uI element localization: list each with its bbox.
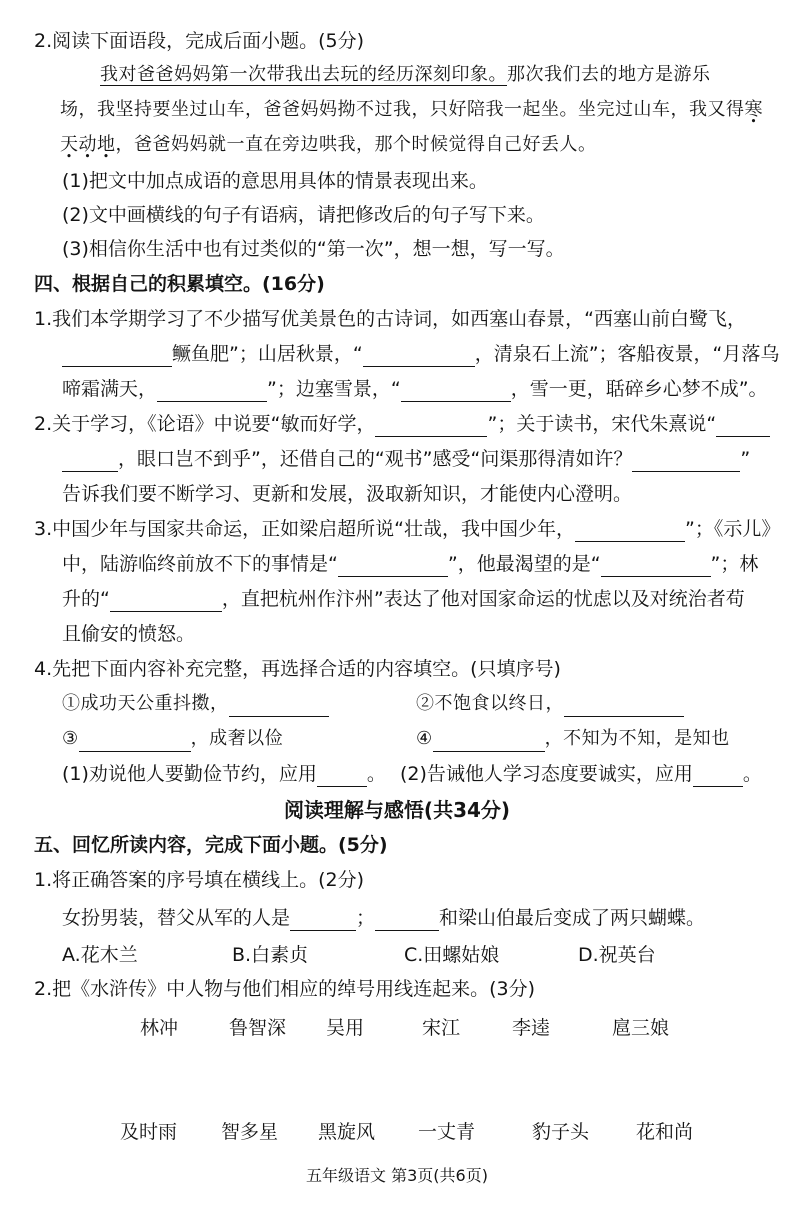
item-text: ”；《示儿》 xyxy=(684,518,781,540)
option-2 xyxy=(416,691,684,717)
item-3-line-d: 且偷安的愤怒。 xyxy=(62,623,196,645)
q2-sub3: (3)相信你生活中也有过类似的“第一次”，想一想，写一写。 xyxy=(62,238,565,260)
nickname[interactable]: 一丈青 xyxy=(418,1121,476,1143)
item-text: 中，陆游临终前放不下的事情是“ xyxy=(62,553,338,575)
answer-blank[interactable] xyxy=(338,556,448,577)
nickname[interactable]: 智多星 xyxy=(221,1121,279,1143)
answer-blank[interactable] xyxy=(401,381,511,402)
answer-blank[interactable] xyxy=(601,556,711,577)
nickname[interactable]: 花和尚 xyxy=(636,1121,694,1143)
answer-blank[interactable] xyxy=(157,381,267,402)
passage-text: 那次我们去的地方是游乐 xyxy=(507,64,711,85)
option-text: ①成功天公重抖擞， xyxy=(62,693,229,714)
item-2-line-b xyxy=(62,446,750,472)
item-1-line-a: 1.我们本学期学习了不少描写优美景色的古诗词，如西塞山春景，“西塞山前白鹭飞， xyxy=(34,308,746,330)
item-text: 升的“ xyxy=(62,588,110,610)
item-text: ”；林 xyxy=(710,553,759,575)
item-text: ，直把杭州作汴州”表达了他对国家命运的忧虑以及对统治者苟 xyxy=(221,588,745,610)
item-text: 。 xyxy=(742,763,762,785)
answer-blank[interactable] xyxy=(110,591,222,612)
answer-blank[interactable] xyxy=(79,731,191,752)
dotted-char: 寒 xyxy=(744,99,763,120)
answer-blank[interactable] xyxy=(564,696,684,717)
passage-line-3 xyxy=(60,132,597,158)
character-name[interactable]: 鲁智深 xyxy=(229,1017,287,1039)
part-title: 阅读理解与感悟(共34分) xyxy=(283,798,511,822)
dotted-char: 地 xyxy=(97,134,116,155)
item-text: (2)告诫他人学习态度要诚实，应用 xyxy=(400,763,693,785)
item-text: ”；边塞雪景，“ xyxy=(267,378,401,400)
choice-b[interactable]: B.白素贞 xyxy=(232,944,309,966)
sec5-q1-sentence xyxy=(62,905,705,931)
character-name[interactable]: 林冲 xyxy=(140,1017,179,1039)
underlined-sentence: 我对爸爸妈妈第一次带我出去玩的经历深刻印象。 xyxy=(100,64,507,85)
answer-blank[interactable] xyxy=(62,346,172,367)
item-text: 。 xyxy=(366,763,386,785)
choice-c[interactable]: C.田螺姑娘 xyxy=(404,944,500,966)
answer-blank[interactable] xyxy=(716,416,770,437)
item-3-line-b xyxy=(62,551,758,577)
answer-blank[interactable] xyxy=(433,731,545,752)
item-2-line-c: 告诉我们要不断学习、更新和发展，汲取新知识，才能使内心澄明。 xyxy=(62,483,633,505)
section-4-title: 四、根据自己的积累填空。(16分) xyxy=(34,273,325,295)
answer-blank[interactable] xyxy=(575,521,685,542)
item-text: 3.中国少年与国家共命运，正如梁启超所说“壮哉，我中国少年， xyxy=(34,518,575,540)
item-text: 2.关于学习，《论语》中说要“敏而好学， xyxy=(34,413,376,435)
character-name[interactable]: 李逵 xyxy=(512,1017,551,1039)
fill-2 xyxy=(400,761,762,787)
nickname[interactable]: 及时雨 xyxy=(120,1121,178,1143)
item-3-line-c xyxy=(62,586,745,612)
answer-blank[interactable] xyxy=(317,766,367,787)
item-1-line-c xyxy=(62,376,768,402)
option-text: ③ xyxy=(62,728,79,749)
fill-1 xyxy=(62,761,386,787)
item-text: (1)劝说他人要勤俭节约，应用 xyxy=(62,763,317,785)
answer-blank[interactable] xyxy=(375,910,439,931)
item-text: ，雪一更，聒碎乡心梦不成”。 xyxy=(510,378,768,400)
item-text: 鳜鱼肥”；山居秋景，“ xyxy=(172,343,363,365)
dotted-char: 天 xyxy=(60,134,79,155)
choice-a[interactable]: A.花木兰 xyxy=(62,944,138,966)
item-text: ，清泉石上流”；客船夜景，“月落乌 xyxy=(474,343,780,365)
choice-d[interactable]: D.祝英台 xyxy=(578,944,656,966)
passage-text: 场，我坚持要坐过山车，爸爸妈妈拗不过我，只好陪我一起坐。坐完过山车，我又得 xyxy=(60,99,745,120)
answer-blank[interactable] xyxy=(375,416,487,437)
nickname[interactable]: 黑旋风 xyxy=(318,1121,376,1143)
item-2-line-a xyxy=(34,411,770,437)
q2-sub1: (1)把文中加点成语的意思用具体的情景表现出来。 xyxy=(62,170,488,192)
nickname[interactable]: 豹子头 xyxy=(532,1121,590,1143)
item-text: ”，他最渴望的是“ xyxy=(447,553,601,575)
answer-blank[interactable] xyxy=(363,346,475,367)
answer-blank[interactable] xyxy=(62,451,118,472)
q2-sub2: (2)文中画横线的句子有语病，请把修改后的句子写下来。 xyxy=(62,204,545,226)
item-text: ，眼口岂不到乎”，还借自己的“观书”感受“问渠那得清如许？ xyxy=(118,448,633,470)
option-1 xyxy=(62,691,329,717)
q2-title: 2.阅读下面语段，完成后面小题。(5分) xyxy=(34,30,365,52)
passage-line-1 xyxy=(100,62,711,88)
item-text: 啼霜满天， xyxy=(62,378,158,400)
item-text: 女扮男装，替父从军的人是 xyxy=(62,907,291,929)
answer-blank[interactable] xyxy=(290,910,356,931)
item-text: ”；关于读书，宋代朱熹说“ xyxy=(487,413,717,435)
character-name[interactable]: 宋江 xyxy=(422,1017,461,1039)
character-name[interactable]: 吴用 xyxy=(326,1017,365,1039)
item-text: ； xyxy=(356,907,376,929)
item-1-line-b xyxy=(62,341,779,367)
item-text: 和梁山伯最后变成了两只蝴蝶。 xyxy=(439,907,706,929)
option-text: ④ xyxy=(416,728,433,749)
option-text: ②不饱食以终日， xyxy=(416,693,564,714)
answer-blank[interactable] xyxy=(229,696,329,717)
section-5-title: 五、回忆所读内容，完成下面小题。(5分) xyxy=(34,834,388,856)
page-footer: 五年级语文 第3页(共6页) xyxy=(306,1166,488,1185)
passage-text: ，爸爸妈妈就一直在旁边哄我，那个时候觉得自己好丢人。 xyxy=(115,134,597,155)
item-3-line-a xyxy=(34,516,780,542)
character-name[interactable]: 扈三娘 xyxy=(612,1017,670,1039)
sec5-q2: 2.把《水浒传》中人物与他们相应的绰号用线连起来。(3分) xyxy=(34,978,536,1000)
item-4-intro: 4.先把下面内容补充完整，再选择合适的内容填空。(只填序号) xyxy=(34,658,561,680)
answer-blank[interactable] xyxy=(632,451,740,472)
option-text: ，成奢以俭 xyxy=(190,728,284,749)
answer-blank[interactable] xyxy=(693,766,743,787)
option-4 xyxy=(416,726,730,752)
item-text: ” xyxy=(740,448,751,470)
option-3 xyxy=(62,726,283,752)
sec5-q1: 1.将正确答案的序号填在横线上。(2分) xyxy=(34,869,365,891)
passage-line-2 xyxy=(60,97,763,123)
dotted-char: 动 xyxy=(78,134,97,155)
option-text: ，不知为不知，是知也 xyxy=(544,728,730,749)
